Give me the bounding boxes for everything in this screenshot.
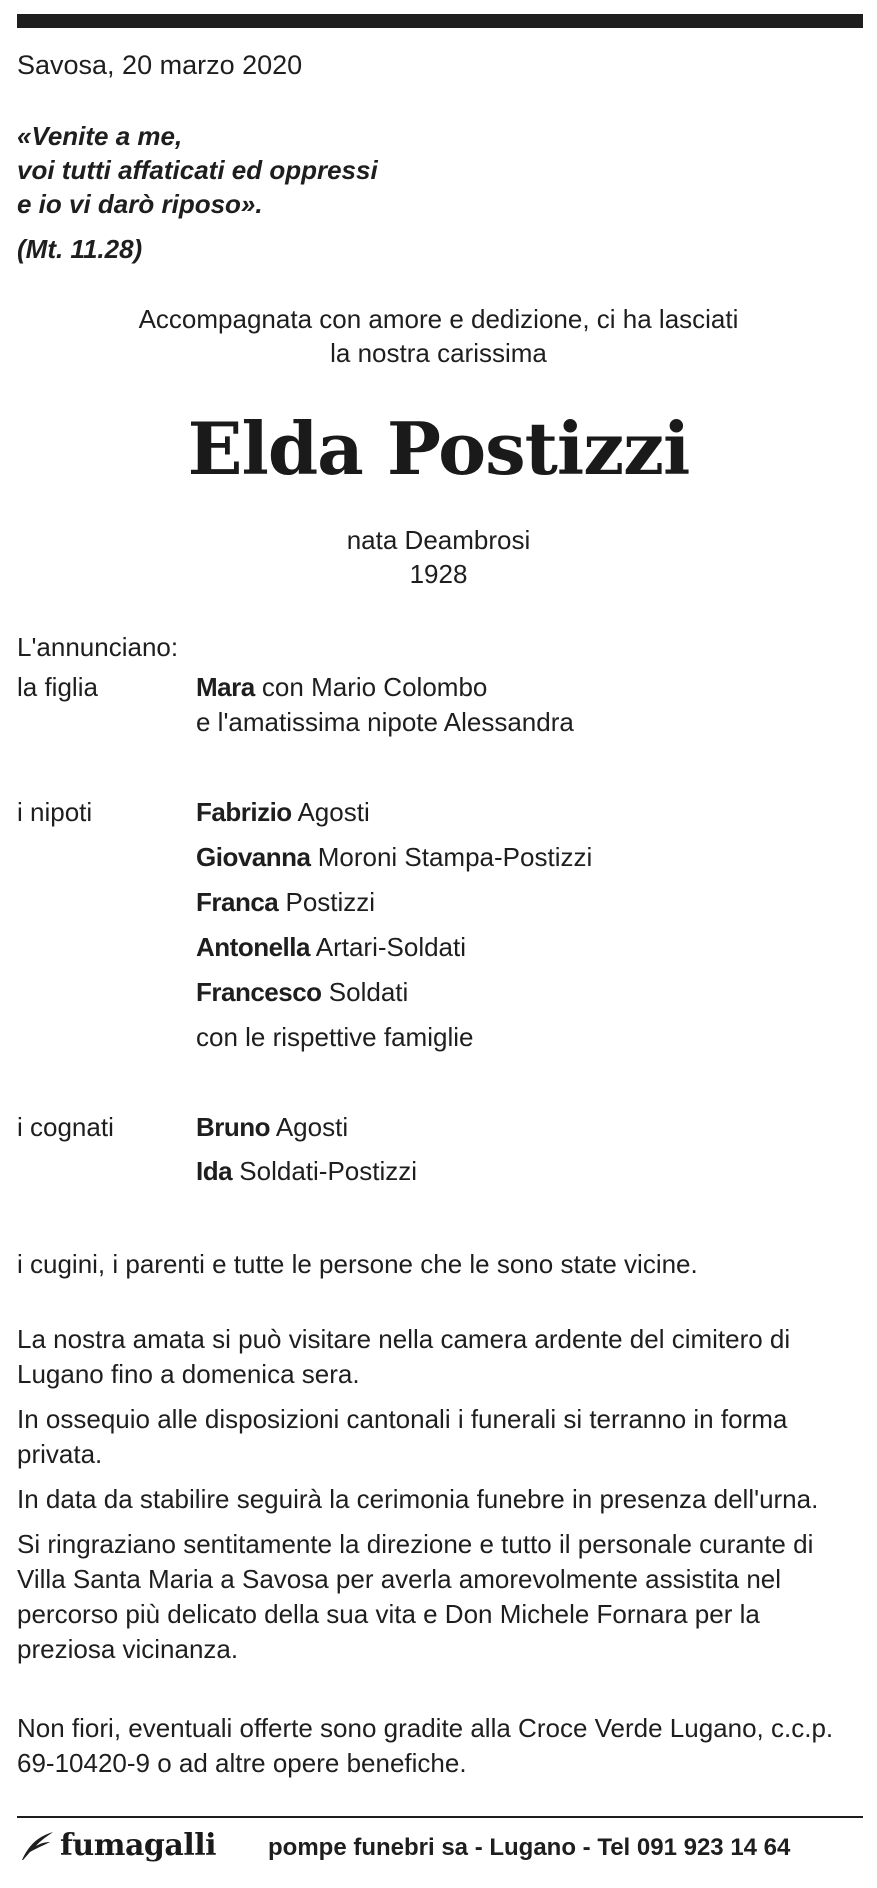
relative-entry bbox=[196, 672, 487, 703]
relative-entry bbox=[196, 842, 592, 873]
paragraph-ceremony: In data da stabilire seguirà la cerimonia funebre in presenza dell'urna. bbox=[17, 1484, 819, 1514]
relative-entry bbox=[196, 1156, 417, 1187]
relative-rest: e l'amatissima nipote Alessandra bbox=[196, 707, 574, 737]
place-date: Savosa, 20 marzo 2020 bbox=[17, 50, 303, 80]
relative-first-name: Ida bbox=[196, 1156, 233, 1186]
donations-note: Non fiori, eventuali offerte sono gradite alla Croce Verde Lugano, c.c.p. 69-10420-9 o ad altre opere benefiche. bbox=[17, 1713, 834, 1778]
birth-year: 1928 bbox=[409, 559, 468, 589]
quote-reference: (Mt. 11.28) bbox=[17, 234, 143, 264]
top-rule bbox=[17, 14, 863, 28]
relative-rest: Agosti bbox=[270, 1112, 349, 1142]
relative-first-name: Fabrizio bbox=[196, 797, 292, 827]
intro-line: la nostra carissima bbox=[330, 338, 547, 368]
relative-rest: Agosti bbox=[291, 797, 370, 827]
relative-entry bbox=[196, 887, 375, 918]
relative-rest: Postizzi bbox=[278, 887, 376, 917]
quote-line: «Venite a me, bbox=[17, 121, 183, 151]
relation-label-daughter: la figlia bbox=[17, 672, 98, 702]
announce-label: L'annunciano: bbox=[17, 632, 179, 662]
quote-line: voi tutti affaticati ed oppressi bbox=[17, 155, 378, 185]
intro-text bbox=[0, 302, 877, 370]
deceased-name: Elda Postizzi bbox=[187, 406, 690, 491]
footer-logo bbox=[20, 1828, 216, 1863]
relative-first-name: Francesco bbox=[196, 977, 322, 1007]
relative-first-name: Bruno bbox=[196, 1112, 271, 1142]
intro-line: Accompagnata con amore e dedizione, ci ha lasciati bbox=[138, 304, 739, 334]
logo-text: fumagalli bbox=[60, 1828, 217, 1863]
relation-label-grandchildren: i nipoti bbox=[17, 797, 93, 827]
maiden-name: nata Deambrosi bbox=[346, 525, 531, 555]
relative-rest: Artari-Soldati bbox=[309, 932, 467, 962]
feather-icon bbox=[20, 1831, 54, 1861]
footer-contact: pompe funebri sa - Lugano - Tel 091 923 14 64 bbox=[268, 1834, 791, 1861]
relative-entry bbox=[196, 1112, 348, 1143]
paragraph-funeral: In ossequio alle disposizioni cantonali i funerali si terranno in forma privata. bbox=[17, 1404, 788, 1469]
relative-entry bbox=[196, 1022, 473, 1053]
relative-rest: Moroni Stampa-Postizzi bbox=[310, 842, 593, 872]
relative-rest: con le rispettive famiglie bbox=[196, 1022, 474, 1052]
relative-entry bbox=[196, 932, 466, 963]
relative-entry bbox=[196, 977, 408, 1008]
relative-first-name: Franca bbox=[196, 887, 279, 917]
birth-info bbox=[0, 523, 877, 591]
quote-line: e io vi darò riposo». bbox=[17, 189, 263, 219]
relative-first-name: Mara bbox=[196, 672, 255, 702]
relative-entry bbox=[196, 707, 574, 738]
paragraph-thanks: Si ringraziano sentitamente la direzione e tutto il personale curante di Villa Santa Maria a Savosa per averla amorevolmente assistita nel percorso più delicato della sua vita e Don Michele Fornara per la preziosa vicinanza. bbox=[17, 1529, 814, 1664]
relative-entry bbox=[196, 797, 370, 828]
relative-rest: Soldati-Postizzi bbox=[232, 1156, 418, 1186]
relative-rest: con Mario Colombo bbox=[254, 672, 488, 702]
cousins-line: i cugini, i parenti e tutte le persone che le sono state vicine. bbox=[17, 1249, 698, 1279]
footer-rule bbox=[17, 1816, 863, 1818]
relative-first-name: Giovanna bbox=[196, 842, 311, 872]
relative-rest: Soldati bbox=[321, 977, 409, 1007]
relation-label-in-laws: i cognati bbox=[17, 1112, 114, 1142]
paragraph-visitation: La nostra amata si può visitare nella camera ardente del cimitero di Lugano fino a domenica sera. bbox=[17, 1324, 791, 1389]
relative-first-name: Antonella bbox=[196, 932, 310, 962]
bible-quote bbox=[17, 119, 378, 221]
